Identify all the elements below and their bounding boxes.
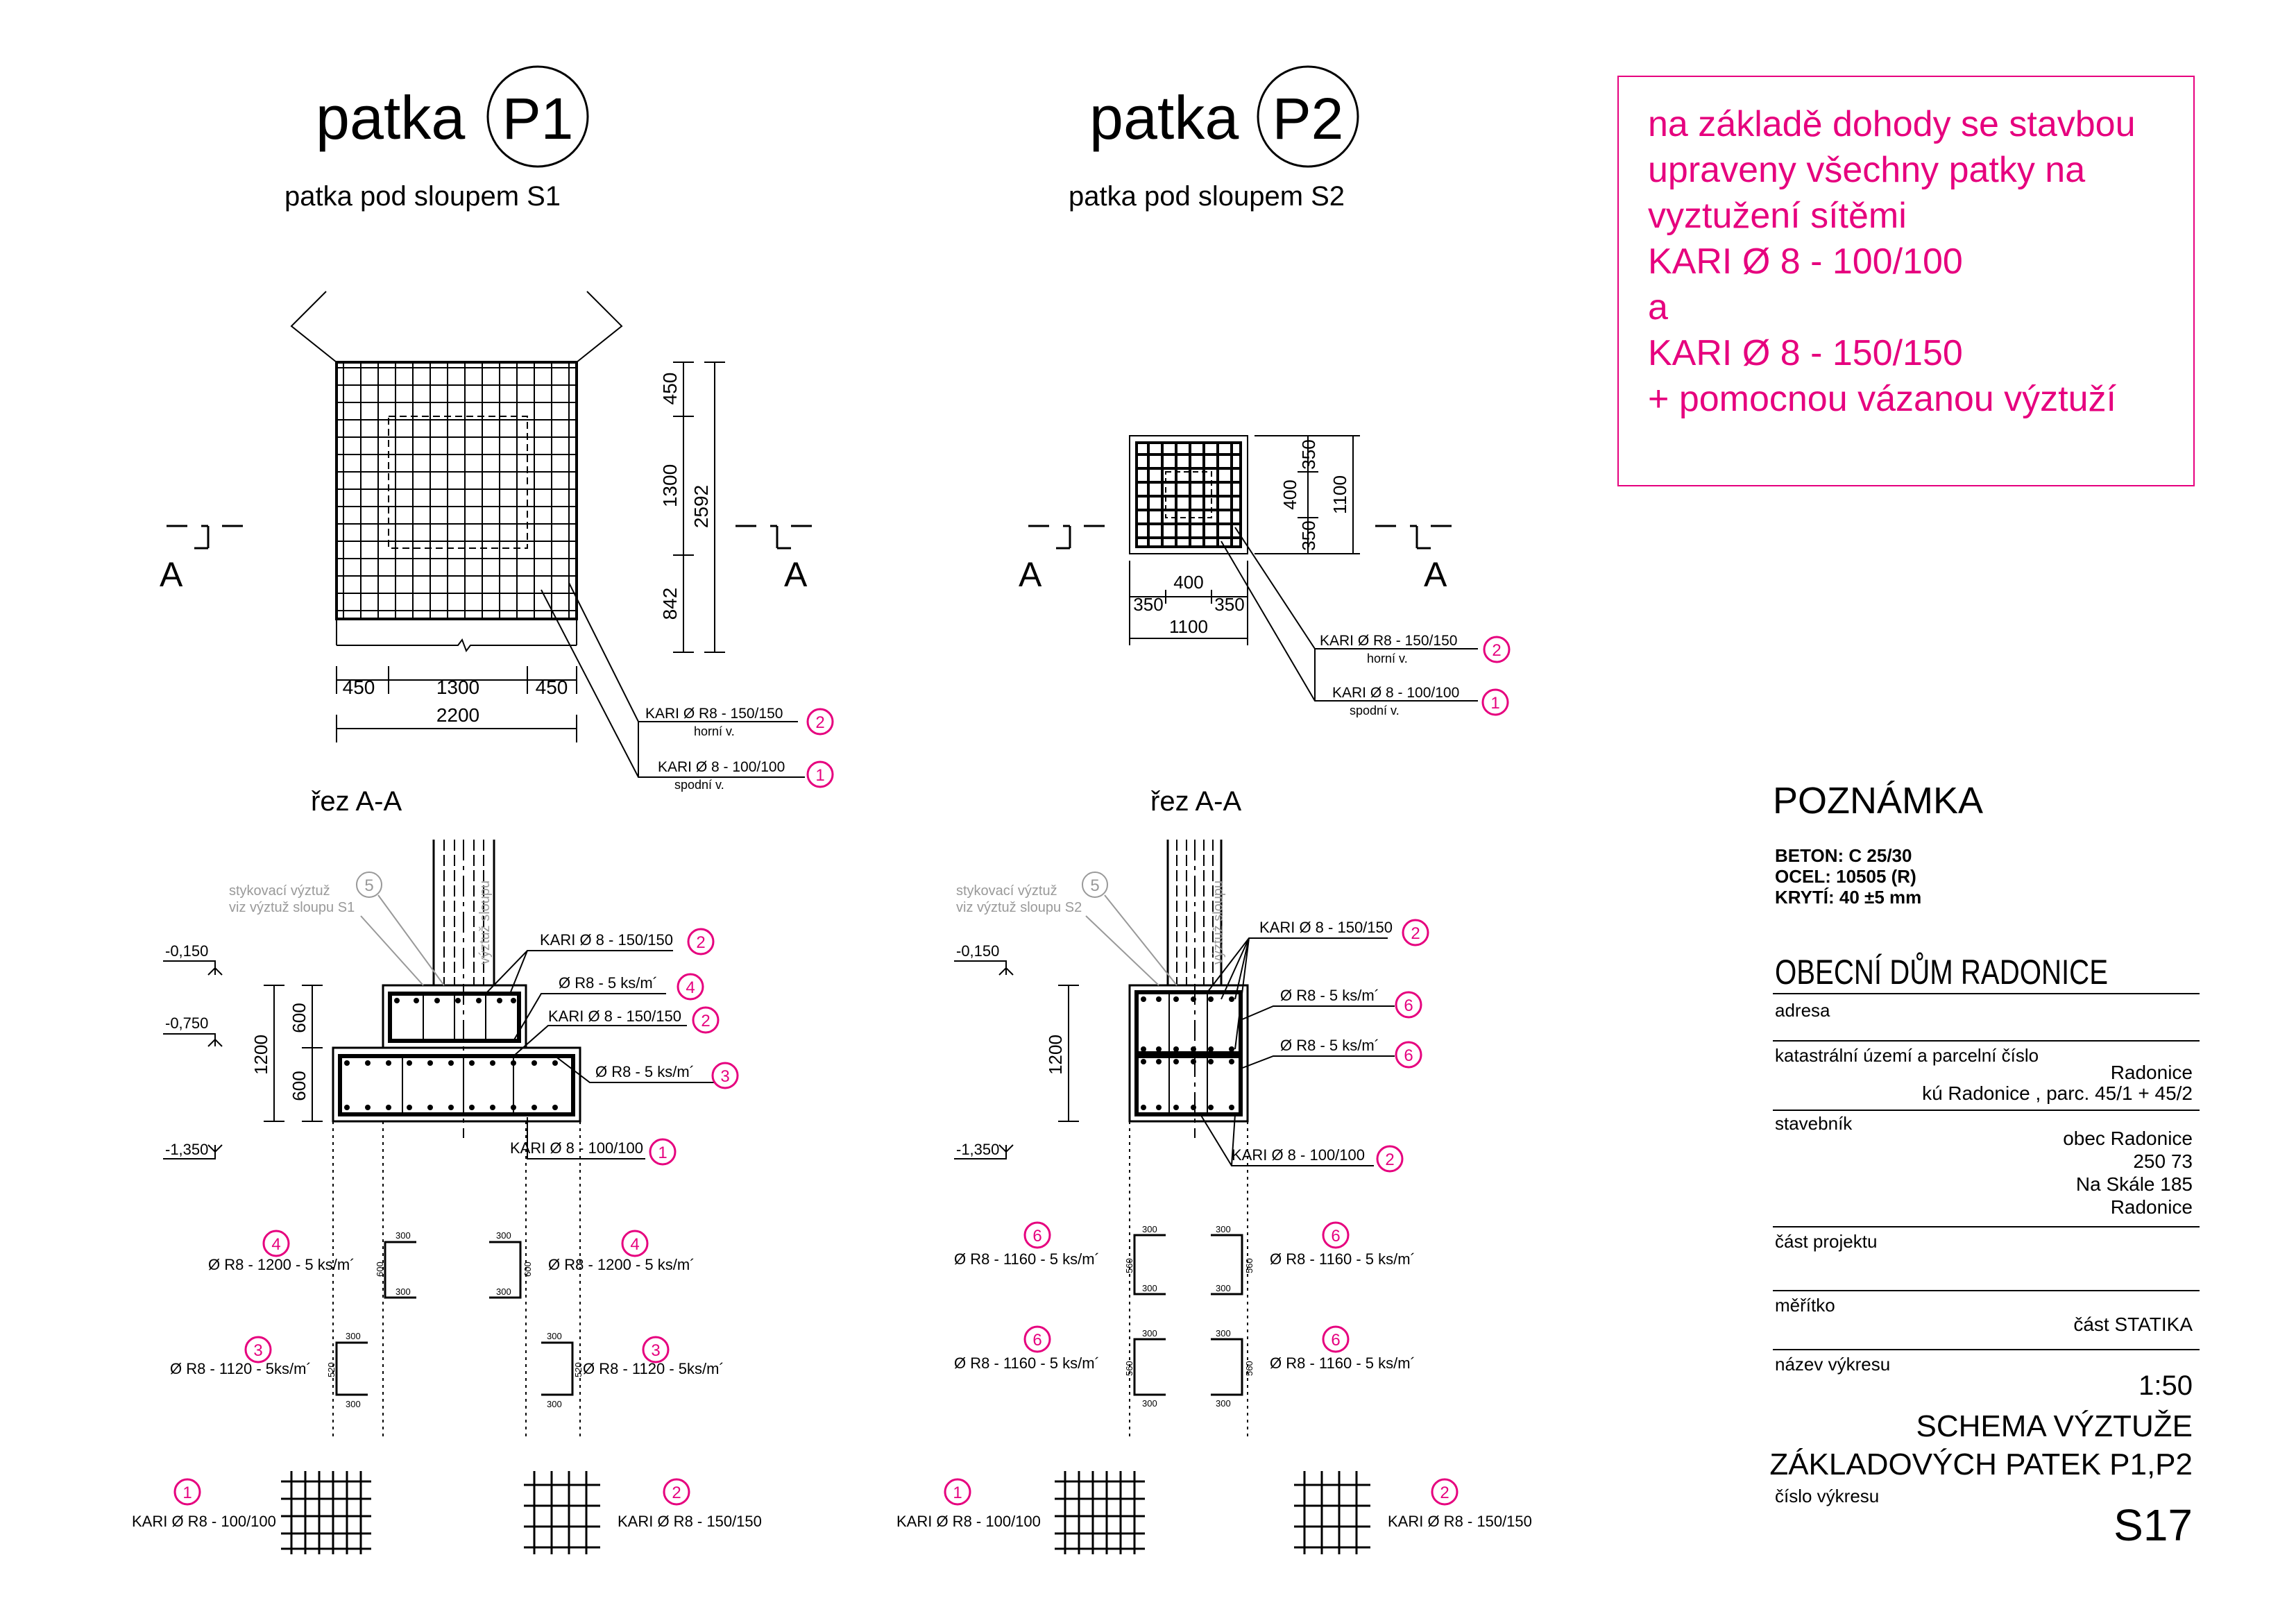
p1-mesh-2-num: 2	[672, 1484, 681, 1502]
p2-splice-note-2: viz výztuž sloupu S2	[956, 900, 1082, 915]
p1-section-mark-left: A	[160, 555, 183, 594]
note-line-1: BETON: C 25/30	[1775, 845, 1912, 866]
tb-builder-line-3: Na Skále 185	[2075, 1173, 2193, 1195]
p1-callout-5: KARI Ø 8 - 100/100	[510, 1139, 643, 1157]
p1-dim-h3: 450	[535, 677, 568, 698]
p1-subtitle: patka pod sloupem S1	[284, 181, 561, 212]
p1-leader-bottom: KARI Ø 8 - 100/100	[658, 759, 785, 775]
p2-title-code: P2	[1272, 86, 1344, 151]
p1-title-word: patka	[316, 83, 466, 152]
p2-bar-4-label: Ø R8 - 1160 - 5 ks/m´	[1270, 1354, 1415, 1372]
p1-height-dim-total: 1200	[250, 1035, 271, 1075]
p2-dim-v1: 350	[1298, 439, 1319, 470]
p1-mesh-1-num: 1	[182, 1484, 192, 1502]
tb-drawing-no: S17	[2114, 1500, 2193, 1550]
p2-dim-v-total: 1100	[1329, 475, 1350, 514]
tb-cadastre-value-2: kú Radonice , parc. 45/1 + 45/2	[1922, 1082, 2193, 1104]
p2-bar-1-num: 6	[1032, 1227, 1042, 1246]
p1-callout-3-num: 2	[701, 1012, 711, 1030]
p1-bar-2-bot: 300	[496, 1286, 511, 1297]
p2-splice-num: 5	[1090, 876, 1100, 895]
p2-bar-3-bot: 300	[1142, 1398, 1157, 1409]
p2-level-top: -0,150	[956, 942, 1000, 960]
p2-bar-3-num: 6	[1032, 1331, 1042, 1350]
notice-box	[1618, 76, 2194, 486]
p1-level-mid: -0,750	[165, 1014, 209, 1032]
note-line-2: OCEL: 10505 (R)	[1775, 866, 1916, 887]
tb-project: OBECNÍ DŮM RADONICE	[1775, 953, 2190, 992]
p2-mesh-1-num: 1	[953, 1484, 962, 1502]
p1-level-bottom: -1,350	[165, 1141, 209, 1158]
p2-mesh-2-num: 2	[1440, 1484, 1449, 1502]
p2-bar-2-bot: 300	[1216, 1283, 1231, 1293]
p2-mesh-grid	[1137, 443, 1241, 547]
p1-bar-3-label: Ø R8 - 1120 - 5ks/m´	[170, 1360, 312, 1377]
p2-dim-h-total: 1100	[1169, 616, 1208, 637]
p1-callout-2: Ø R8 - 5 ks/m´	[559, 974, 658, 992]
p1-leader-top-num: 2	[815, 713, 825, 732]
p1-bar-1-bot: 300	[396, 1286, 411, 1297]
p2-meshes	[896, 1471, 1532, 1554]
p2-bar-1-mid: 560	[1124, 1258, 1134, 1273]
p1-callout-1-num: 2	[696, 933, 706, 952]
p2-leader-top-sub: horní v.	[1367, 652, 1408, 665]
p2-section-title: řez A-A	[1150, 786, 1242, 817]
p2-leader-bottom-num: 1	[1490, 694, 1500, 713]
p2-plan	[1019, 67, 1509, 717]
p1-height-dim-top: 600	[289, 1003, 309, 1033]
p2-callout-2: Ø R8 - 5 ks/m´	[1280, 987, 1380, 1004]
p1-leader-bottom-sub: spodní v.	[674, 778, 724, 792]
tb-drawing-name-1: SCHEMA VÝZTUŽE	[1916, 1409, 2193, 1443]
p2-bar-3-label: Ø R8 - 1160 - 5 ks/m´	[954, 1354, 1100, 1372]
p1-bar-1-label: Ø R8 - 1200 - 5 ks/m´	[208, 1256, 355, 1273]
p1-callout-4: Ø R8 - 5 ks/m´	[595, 1063, 695, 1080]
tb-part-label: část projektu	[1775, 1231, 1878, 1252]
p2-leader-top: KARI Ø R8 - 150/150	[1320, 633, 1458, 649]
p1-dim-v2: 1300	[659, 464, 681, 508]
p2-leader-top-num: 2	[1492, 641, 1502, 660]
p2-level-bottom: -1,350	[956, 1141, 1000, 1158]
tb-builder-line-1: obec Radonice	[2063, 1128, 2193, 1149]
tb-drawing-name-label: název výkresu	[1775, 1354, 1891, 1375]
p1-dim-h2: 1300	[436, 677, 480, 698]
p1-bar-4-label: Ø R8 - 1120 - 5ks/m´	[583, 1360, 724, 1377]
p1-bar-3-top: 300	[346, 1331, 361, 1341]
p1-callout-2-num: 4	[686, 978, 695, 997]
tb-builder-line-4: Radonice	[2110, 1196, 2193, 1218]
p2-leader-bottom-sub: spodní v.	[1350, 704, 1400, 717]
p2-callout-2-num: 6	[1404, 996, 1413, 1015]
notice-line-1: na základě dohody se stavbou	[1648, 104, 2136, 144]
note-line-3: KRYTÍ: 40 ±5 mm	[1775, 887, 1922, 908]
p1-dim-v3: 842	[659, 587, 681, 620]
tb-scale-label: měřítko	[1775, 1295, 1835, 1316]
tb-builder-label: stavebník	[1775, 1113, 1853, 1134]
p1-mesh-2-label: KARI Ø R8 - 150/150	[618, 1513, 762, 1530]
p2-dim-h2: 400	[1173, 572, 1204, 593]
title-block	[1769, 952, 2200, 1550]
p2-callout-1: KARI Ø 8 - 150/150	[1259, 919, 1393, 936]
p1-bar-4-num: 3	[651, 1341, 661, 1360]
p2-dim-v2: 400	[1279, 479, 1300, 510]
p2-dim-h3: 350	[1214, 594, 1245, 615]
tb-cadastre-value-1: Radonice	[2110, 1062, 2193, 1083]
p1-level-top: -0,150	[165, 942, 209, 960]
p1-bar-1-num: 4	[271, 1235, 281, 1254]
p1-callout-5-num: 1	[658, 1144, 667, 1162]
p2-callout-4: KARI Ø 8 - 100/100	[1232, 1146, 1365, 1164]
p2-bar-2-mid: 560	[1244, 1258, 1255, 1273]
p1-callout-3: KARI Ø 8 - 150/150	[548, 1008, 681, 1025]
p1-bar-4-mid: 520	[573, 1362, 584, 1377]
p1-splice-note-2: viz výztuž sloupu S1	[229, 900, 355, 915]
p1-mesh-grid	[337, 362, 577, 619]
tb-builder-line-2: 250 73	[2133, 1150, 2193, 1172]
p1-bar-2-top: 300	[496, 1230, 511, 1241]
notice-line-2: upraveny všechny patky na	[1648, 150, 2086, 190]
p2-bar-1-bot: 300	[1142, 1283, 1157, 1293]
p1-section-title: řez A-A	[311, 786, 402, 817]
p2-bar-1-label: Ø R8 - 1160 - 5 ks/m´	[954, 1250, 1100, 1268]
p2-callout-3-num: 6	[1404, 1046, 1413, 1065]
p1-bars	[170, 1230, 724, 1409]
p1-bar-3-num: 3	[253, 1341, 263, 1360]
p1-section-mark-right: A	[784, 555, 808, 594]
p1-bar-1-top: 300	[396, 1230, 411, 1241]
p2-bar-2-num: 6	[1331, 1227, 1341, 1246]
p1-dim-v1: 450	[659, 372, 681, 405]
p2-mesh-1-label: KARI Ø R8 - 100/100	[896, 1513, 1041, 1530]
p1-bar-2-mid: 600	[522, 1261, 533, 1277]
p2-section-mark-right: A	[1424, 555, 1447, 594]
note	[1773, 780, 1983, 908]
p2-dim-h1: 350	[1133, 594, 1164, 615]
p1-bar-4-top: 300	[547, 1331, 562, 1341]
notice-line-4: KARI Ø 8 - 100/100	[1648, 241, 1963, 282]
p1-column-note: výztuž sloupu	[477, 880, 493, 965]
p2-bar-2-top: 300	[1216, 1224, 1231, 1234]
tb-part-value: část STATIKA	[2073, 1314, 2193, 1335]
p2-callout-3: Ø R8 - 5 ks/m´	[1280, 1037, 1380, 1054]
p1-bar-3-mid: 520	[326, 1362, 337, 1377]
tb-address-label: adresa	[1775, 1000, 1830, 1021]
p2-bar-4-top: 300	[1216, 1328, 1231, 1339]
p1-callout-1: KARI Ø 8 - 150/150	[540, 931, 673, 949]
p2-callout-1-num: 2	[1411, 924, 1420, 943]
p2-section-mark-left: A	[1019, 555, 1042, 594]
p1-bar-2-label: Ø R8 - 1200 - 5 ks/m´	[548, 1256, 695, 1273]
p2-bar-3-mid: 560	[1124, 1361, 1134, 1376]
p1-dim-h-total: 2200	[436, 704, 480, 726]
p1-meshes	[132, 1471, 762, 1554]
p2-leader-bottom: KARI Ø 8 - 100/100	[1332, 685, 1460, 701]
p2-height-dim-total: 1200	[1045, 1035, 1066, 1075]
p1-dim-v-total: 2592	[690, 484, 712, 529]
p1-callout-4-num: 3	[720, 1067, 730, 1086]
p1-leader-top: KARI Ø R8 - 150/150	[645, 706, 783, 722]
p1-leader-bottom-num: 1	[815, 766, 825, 785]
p2-bar-1-top: 300	[1142, 1224, 1157, 1234]
note-title: POZNÁMKA	[1773, 780, 1984, 822]
p1-splice-num: 5	[364, 876, 374, 895]
p2-title-word: patka	[1089, 83, 1239, 152]
p1-mesh-1-label: KARI Ø R8 - 100/100	[132, 1513, 276, 1530]
p1-splice-note-1: stykovací výztuž	[229, 883, 330, 899]
p2-column-note: výztuž sloupu	[1211, 880, 1226, 965]
tb-cadastre-label: katastrální území a parcelní číslo	[1775, 1045, 2039, 1066]
notice-line-3: vyztužení sítěmi	[1648, 196, 1907, 236]
p2-splice-note-1: stykovací výztuž	[956, 883, 1057, 899]
p1-title-code: P1	[502, 86, 574, 151]
p2-bar-3-top: 300	[1142, 1328, 1157, 1339]
notice-line-5: a	[1648, 287, 1668, 328]
notice-line-6: KARI Ø 8 - 150/150	[1648, 333, 1963, 373]
tb-scale-value: 1:50	[2138, 1370, 2193, 1401]
p2-mesh-2-label: KARI Ø R8 - 150/150	[1388, 1513, 1532, 1530]
notice-line-7: + pomocnou vázanou výztuží	[1648, 379, 2116, 419]
p1-bar-3-bot: 300	[346, 1399, 361, 1409]
p1-height-dim-bottom: 600	[289, 1071, 309, 1101]
p2-bar-2-label: Ø R8 - 1160 - 5 ks/m´	[1270, 1250, 1415, 1268]
p2-dim-v3: 350	[1298, 520, 1319, 551]
p1-bar-2-num: 4	[630, 1235, 640, 1254]
p1-plan	[160, 67, 833, 792]
p1-leader-top-sub: horní v.	[694, 724, 735, 738]
p1-bar-4-bot: 300	[547, 1399, 562, 1409]
tb-drawing-name-2: ZÁKLADOVÝCH PATEK P1,P2	[1769, 1447, 2193, 1481]
p2-bar-4-num: 6	[1331, 1331, 1341, 1350]
p2-callout-4-num: 2	[1385, 1150, 1395, 1169]
p2-bars	[954, 1223, 1415, 1409]
p1-dim-h1: 450	[342, 677, 375, 698]
p1-bar-1-mid: 600	[375, 1261, 385, 1277]
p2-bar-4-mid: 560	[1244, 1361, 1255, 1376]
p2-bar-4-bot: 300	[1216, 1398, 1231, 1409]
tb-drawing-no-label: číslo výkresu	[1775, 1486, 1880, 1506]
p2-subtitle: patka pod sloupem S2	[1069, 181, 1345, 212]
